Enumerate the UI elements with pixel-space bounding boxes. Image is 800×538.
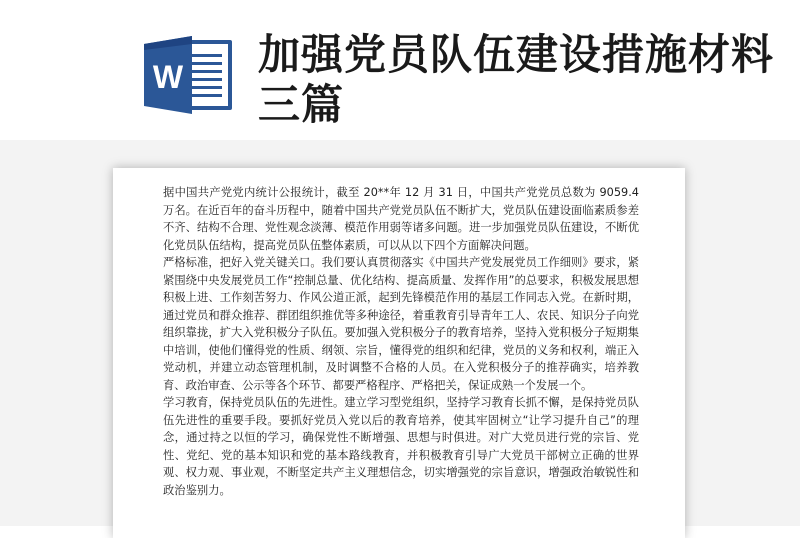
document-body	[163, 184, 639, 499]
header	[0, 0, 800, 150]
word-icon-letter: W	[152, 59, 184, 95]
word-document-icon	[140, 34, 236, 116]
document-page	[113, 168, 685, 538]
paragraph-strict-standards: 严格标准，把好入党关键关口。我们要认真贯彻落实《中国共产党发展党员工作细则》要求，紧紧围绕中央发展党员工作“控制总量、优化结构、提高质量、发挥作用”的总要求，积极发展思想积极上进、工作刻苦努力、作风公道正派，起到先锋模范作用的基层工作同志入党。在新时期，通过党员和群众推荐、群团组织推优等多种途径，着重教育引导青年工人、农民、知识分子向党组织靠拢，扩大入党积极分子队伍。要加强入党积极分子的教育培养，坚持入党积极分子短期集中培训，使他们懂得党的性质、纲领、宗旨，懂得党的组织和纪律，党员的义务和权利，端正入党动机，并建立动态管理机制，及时调整不合格的人员。在入党积极分子的推荐确实，培养教育、政治审查、公示等各个环节、都要严格程序、严格把关，保证成熟一个发展一个。	[163, 256, 639, 392]
paragraph-intro: 据中国共产党党内统计公报统计，截至 20**年 12 月 31 日，中国共产党党员总数为 9059.4 万名。在近百年的奋斗历程中，随着中国共产党党员队伍不断扩大，党员队伍建设面临素质参差不齐、结构不合理、党性观念淡薄、模范作用弱等诸多问题。进一步加强党员队伍建设，不断优化党员队伍结构，提高党员队伍整体素质，可以从以下四个方面解决问题。	[163, 186, 639, 252]
document-title: 加强党员队伍建设措施材料三篇	[258, 30, 775, 129]
paragraph-study-education: 学习教育，保持党员队伍的先进性。建立学习型党组织，坚持学习教育长抓不懈，是保持党员队伍先进性的重要手段。要抓好党员入党以后的教育培养，使其牢固树立“让学习提升自己”的理念，通过持之以恒的学习，确保党性不断增强、思想与时俱进。对广大党员进行党的宗旨、党性、党纪、党的基本知识和党的基本路线教育，并积极教育引导广大党员干部树立正确的世界观、权力观、事业观，不断坚定共产主义理想信念，切实增强党的宗旨意识，增强政治敏锐性和政治鉴别力。	[163, 396, 639, 497]
